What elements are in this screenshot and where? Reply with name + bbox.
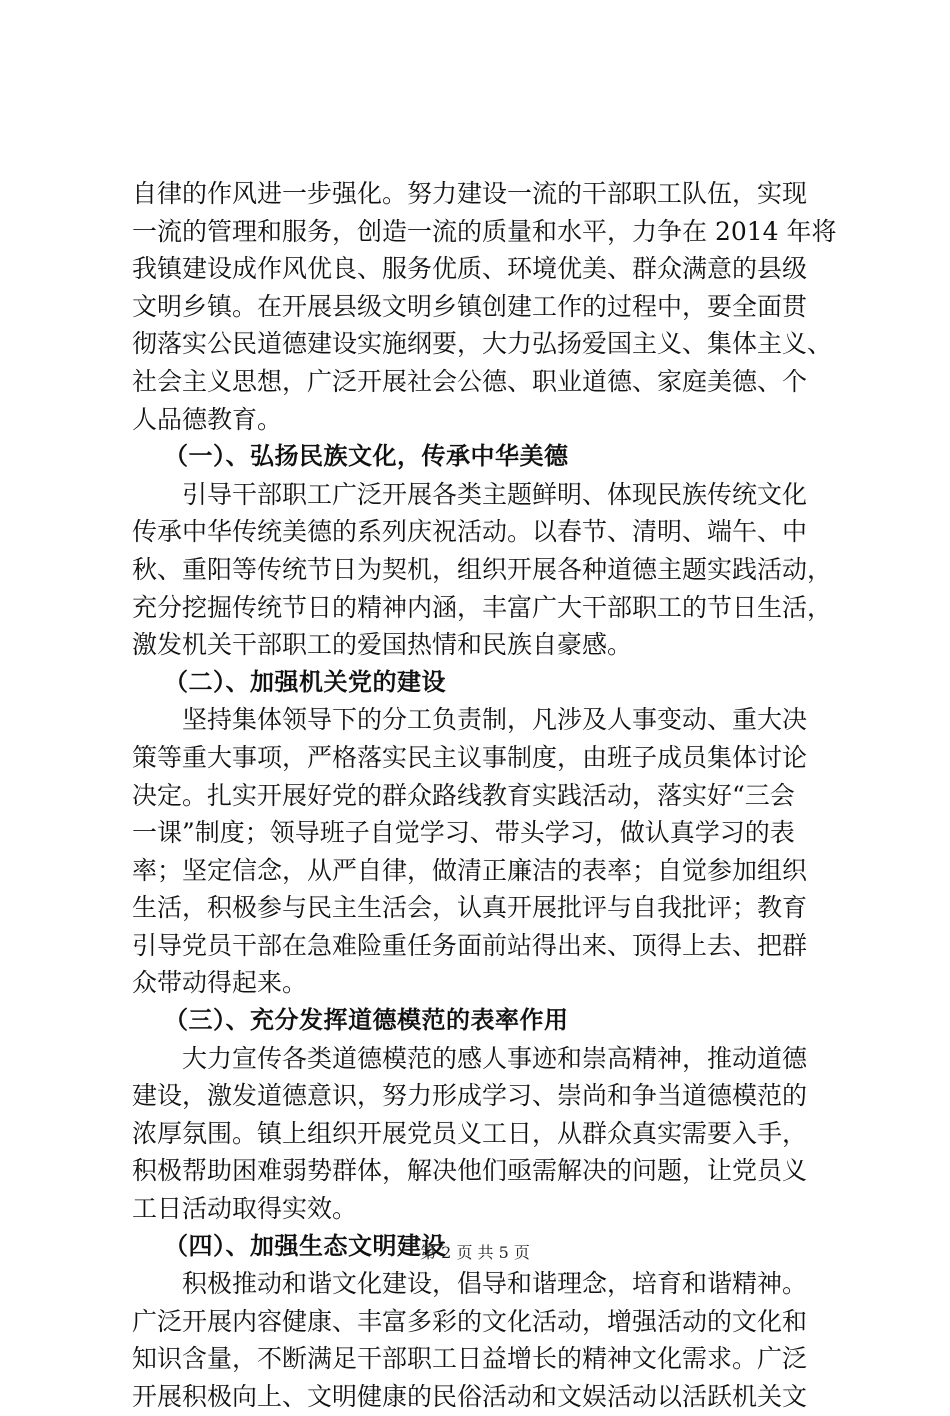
text-line: 彻落实公民道德建设实施纲要，大力弘扬爱国主义、集体主义、 <box>132 329 833 359</box>
section-heading: （三）、充分发挥道德模范的表率作用 <box>164 1006 569 1035</box>
text-line: 自律的作风进一步强化。努力建设一流的干部职工队伍，实现 <box>132 179 808 208</box>
text-line: 文明乡镇。在开展县级文明乡镇创建工作的过程中，要全面贯 <box>132 291 808 321</box>
text-line: 策等重大事项，严格落实民主议事制度，由班子成员集体讨论 <box>132 742 808 772</box>
text-line: 激发机关干部职工的爱国热情和民族自豪感。 <box>132 630 633 660</box>
section-heading: （四）、加强生态文明建设 <box>164 1231 446 1260</box>
text-line: 秋、重阳等传统节日为契机，组织开展各种道德主题实践活动， <box>132 554 833 584</box>
paragraph <box>132 1265 850 1415</box>
text-line: 引导党员干部在急难险重任务面前站得出来、顶得上去、把群 <box>132 930 808 960</box>
text-line: 社会主义思想，广泛开展社会公德、职业道德、家庭美德、个 <box>132 366 808 396</box>
text-line: 人品德教育。 <box>132 404 283 434</box>
text-line: 引导干部职工广泛开展各类主题鲜明、体现民族传统文化 <box>182 479 808 509</box>
section-heading: （一）、弘扬民族文化，传承中华美德 <box>164 442 569 471</box>
text-line: 浓厚氛围。镇上组织开展党员义工日，从群众真实需要入手， <box>132 1118 808 1148</box>
paragraph <box>132 1040 850 1228</box>
text-line: 充分挖掘传统节日的精神内涵，丰富广大干部职工的节日生活， <box>132 592 833 622</box>
text-line: 大力宣传各类道德模范的感人事迹和崇高精神，推动道德 <box>182 1043 808 1073</box>
text-line: 一流的管理和服务，创造一流的质量和水平，力争在 2014 年将 <box>132 216 837 246</box>
document-body <box>132 175 850 1416</box>
text-line: 率；坚定信念，从严自律，做清正廉洁的表率；自觉参加组织 <box>132 855 808 885</box>
section-heading: （二）、加强机关党的建设 <box>164 667 446 696</box>
text-line: 一课”制度；领导班子自觉学习、带头学习，做认真学习的表 <box>132 818 795 848</box>
text-line: 坚持集体领导下的分工负责制，凡涉及人事变动、重大决 <box>182 705 808 735</box>
page-footer: 第 2 页 共 5 页 <box>420 1243 530 1262</box>
text-line: 传承中华传统美德的系列庆祝活动。以春节、清明、端午、中 <box>132 517 808 547</box>
text-line: 知识含量，不断满足干部职工日益增长的精神文化需求。广泛 <box>132 1344 808 1374</box>
text-line: 生活，积极参与民主生活会，认真开展批评与自我批评；教育 <box>132 893 808 923</box>
paragraph <box>132 175 850 438</box>
text-line: 广泛开展内容健康、丰富多彩的文化活动，增强活动的文化和 <box>132 1306 808 1336</box>
text-line: 开展积极向上、文明健康的民俗活动和文娱活动以活跃机关文 <box>132 1382 808 1411</box>
text-line: 积极推动和谐文化建设，倡导和谐理念，培育和谐精神。 <box>182 1269 808 1299</box>
paragraph <box>132 701 850 1002</box>
text-line: 众带动得起来。 <box>132 968 308 998</box>
text-line: 工日活动取得实效。 <box>132 1194 358 1224</box>
text-line: 建设，激发道德意识，努力形成学习、崇尚和争当道德模范的 <box>132 1081 808 1111</box>
text-line: 我镇建设成作风优良、服务优质、环境优美、群众满意的县级 <box>132 254 808 284</box>
text-line: 积极帮助困难弱势群体，解决他们亟需解决的问题，让党员义 <box>132 1156 808 1186</box>
text-line: 决定。扎实开展好党的群众路线教育实践活动，落实好“三会 <box>132 780 795 810</box>
paragraph <box>132 476 850 664</box>
